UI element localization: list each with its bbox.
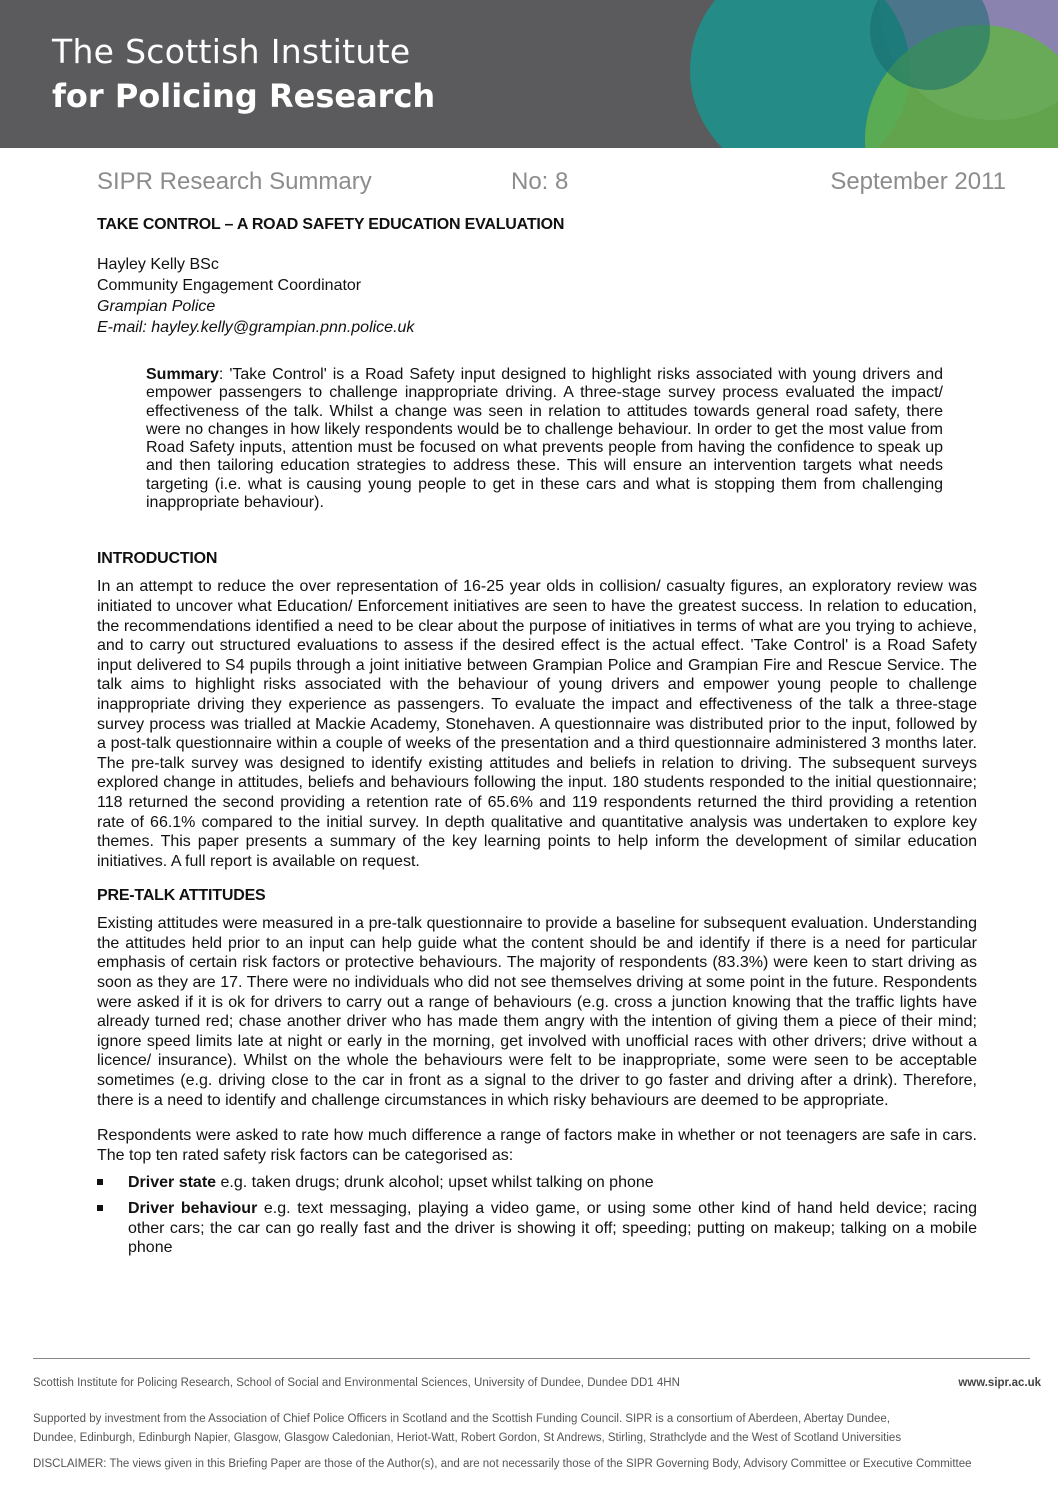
list-item-label: Driver behaviour [128, 1200, 258, 1217]
footer-address-row [33, 1377, 1041, 1389]
list-item-text: e.g. taken drugs; drunk alcohol; upset whilst talking on phone [216, 1174, 654, 1192]
footer-support-line-2: Dundee, Edinburgh, Edinburgh Napier, Glasgow, Glasgow Caledonian, Heriot-Watt, Robert Gordon, St Andrews, Stirling, Strathclyde and the West of Scotland Universities [33, 1432, 902, 1444]
author-name: Hayley Kelly BSc [97, 256, 219, 273]
issue-date: September 2011 [830, 168, 1006, 195]
author-role: Community Engagement Coordinator [97, 277, 362, 294]
footer-support [33, 1410, 1041, 1448]
footer-support-line-1: Supported by investment from the Association of Chief Police Officers in Scotland and the Scottish Funding Council. SIPR is a consortium of Aberdeen, Abertay Dundee, [33, 1413, 891, 1425]
bullet-icon [97, 1179, 103, 1185]
header-banner [0, 0, 1058, 148]
series-label: SIPR Research Summary [97, 168, 372, 195]
document-title: TAKE CONTROL – A ROAD SAFETY EDUCATION EVALUATION [97, 216, 565, 233]
summary-paragraph [146, 366, 943, 512]
risk-factor-list [97, 1173, 977, 1257]
issue-number: No: 8 [511, 168, 569, 195]
author-organisation: Grampian Police [97, 298, 216, 315]
list-item-label: Driver state [128, 1174, 217, 1192]
decorative-circles [680, 0, 1058, 148]
pretalk-paragraph-2: Respondents were asked to rate how much difference a range of factors make in whether or not teenagers are safe in cars. The top ten rated safety risk factors can be categorised as: [97, 1127, 977, 1164]
footer-address: Scottish Institute for Policing Research, School of Social and Environmental Sciences, University of Dundee, Dundee DD1 4HN [33, 1377, 680, 1389]
bullet-icon [97, 1205, 103, 1211]
list-item [97, 1173, 977, 1193]
list-item-text: e.g. text messaging, playing a video game, or using some other kind of hand held device; racing other cars; the car can go really fast and the driver is showing it off; speeding; putting on makeup; talking on a mobile phone [128, 1200, 977, 1257]
logo-line-1: The Scottish Institute [52, 32, 411, 71]
summary-text: : 'Take Control' is a Road Safety input designed to highlight risks associated with young drivers and empower passengers to challenge inappropriate driving. A three-stage survey process evaluated the impact/ effectiveness of the talk. Whilst a change was seen in relation to attitudes towards general road safety, there were no changes in how likely respondents would be to challenge behaviour. In order to get the most value from Road Safety inputs, attention must be focused on what prevents people from having the confidence to speak up and then tailoring education strategies to address these. This will ensure an intervention targets what needs targeting (i.e. what is causing young people to get in these cars and what is stopping them from challenging inappropriate behaviour). [146, 366, 943, 512]
logo-line-2: for Policing Research [52, 77, 436, 115]
list-item [97, 1199, 977, 1258]
pretalk-heading: PRE-TALK ATTITUDES [97, 887, 266, 905]
author-email: E-mail: hayley.kelly@grampian.pnn.police.uk [97, 319, 415, 336]
footer-divider [33, 1358, 1030, 1359]
institute-logo [52, 30, 435, 118]
author-block [97, 254, 977, 338]
introduction-paragraph: In an attempt to reduce the over representation of 16-25 year olds in collision/ casualty figures, an exploratory review was initiated to uncover what Education/ Enforcement initiatives are seen to have the greatest success. In relation to education, the recommendations identified a need to be clear about the purpose of initiatives in terms of what are you trying to achieve, and to carry out structured evaluations to assess if the desired effect is the actual effect. 'Take Control' is a Road Safety input delivered to S4 pupils through a joint initiative between Grampian Police and Grampian Fire and Rescue Service. The talk aims to highlight risks associated with the behaviour of young drivers and empower young people to challenge inappropriate driving they experience as passengers. To evaluate the impact and effectiveness of the talk a three-stage survey process was trialled at Mackie Academy, Stonehaven. A questionnaire was distributed prior to the input, followed by a post-talk questionnaire within a couple of weeks of the presentation and a third questionnaire administered 3 months later. The pre-talk survey was designed to identify existing attitudes and beliefs in relation to driving. The subsequent surveys explored change in attitudes, beliefs and behaviours following the input. 180 students responded to the initial questionnaire; 118 returned the second providing a retention rate of 65.6% and 119 respondents returned the third providing a retention rate of 66.1% compared to the initial survey. In depth qualitative and quantitative analysis was undertaken to explore key themes. This paper presents a summary of the key learning points to help inform the development of similar education initiatives. A full report is available on request. [97, 578, 977, 870]
summary-label: Summary [146, 366, 219, 383]
footer-disclaimer: DISCLAIMER: The views given in this Briefing Paper are those of the Author(s), and are not necessarily those of the SIPR Governing Body, Advisory Committee or Executive Committee [33, 1458, 972, 1470]
pretalk-paragraph-1: Existing attitudes were measured in a pre-talk questionnaire to provide a baseline for subsequent evaluation. Understanding the attitudes held prior to an input can help guide what the content should be and identify if there is a need for particular emphasis of certain risk factors or protective behaviours. The majority of respondents (83.3%) were keen to start driving as soon as they are 17. There were no individuals who did not see themselves driving at some point in the future. Respondents were asked if it is ok for drivers to carry out a range of behaviours (e.g. cross a junction knowing that the traffic lights have already turned red; chase another driver who has made them angry with the intention of giving them a piece of their mind; ignore speed limits late at night or early in the morning, get involved with unofficial races with other drivers; drive without a licence/ insurance). Whilst on the whole the behaviours were felt to be inappropriate, some were seen to be acceptable sometimes (e.g. driving close to the car in front as a signal to the driver to go faster and driving after a drink). Therefore, there is a need to identify and challenge circumstances in which risky behaviours are deemed to be appropriate. [97, 915, 977, 1109]
introduction-heading: INTRODUCTION [97, 550, 218, 568]
footer-url[interactable]: www.sipr.ac.uk [958, 1377, 1041, 1389]
main-content [97, 216, 977, 1264]
